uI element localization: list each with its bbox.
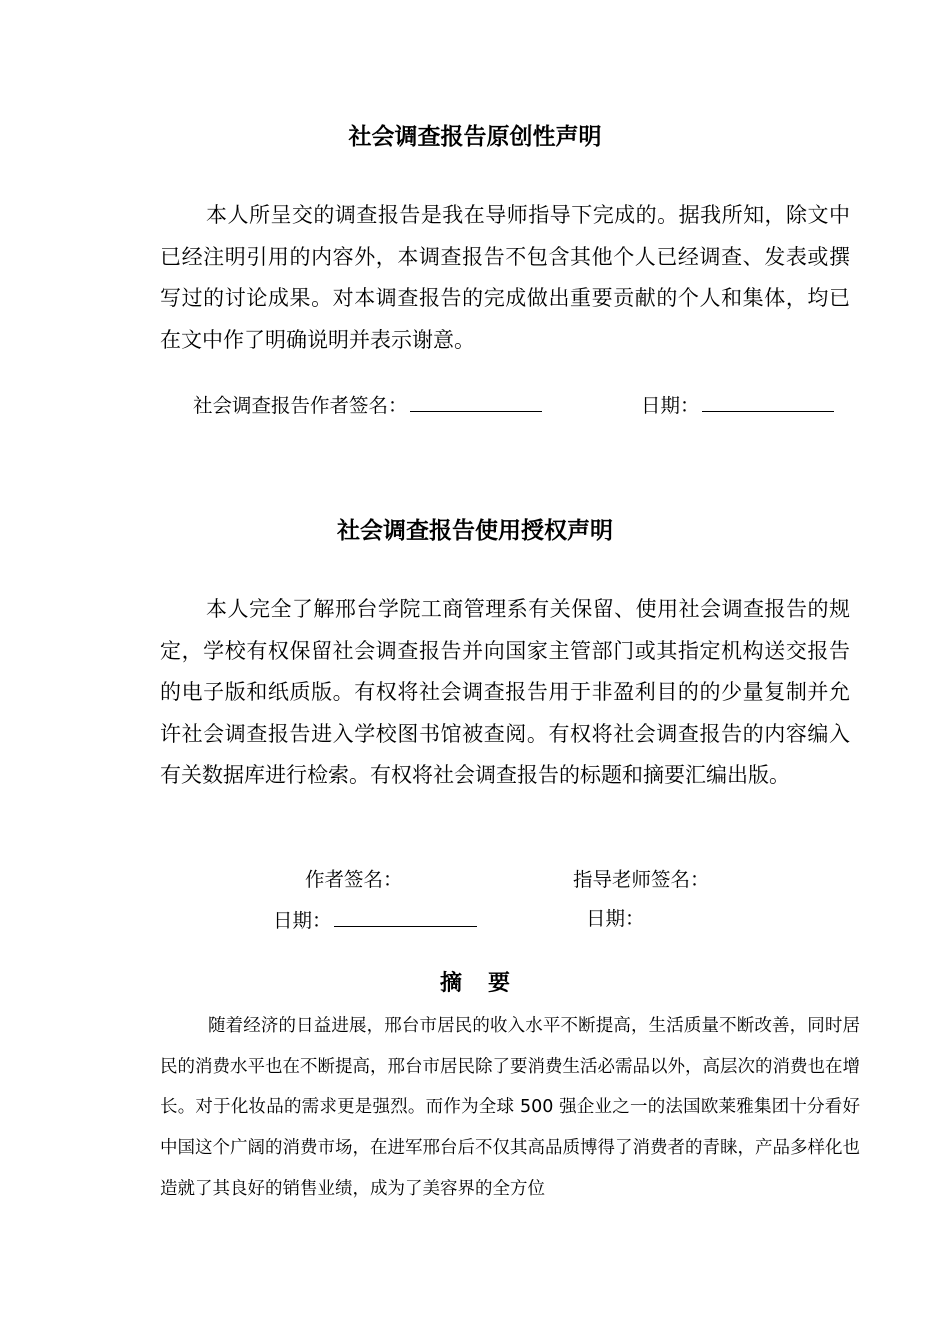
originality-date-row	[641, 390, 834, 420]
authorization-advisor-date-row	[586, 905, 645, 933]
abstract-title-part2: 要	[488, 971, 511, 996]
author-signature-blank[interactable]	[410, 390, 542, 412]
authorization-author-date-row	[273, 905, 477, 935]
authorization-author-date-blank[interactable]	[334, 905, 477, 927]
abstract-title-part1: 摘	[439, 971, 462, 996]
originality-statement-body: 本人所呈交的调查报告是我在导师指导下完成的。据我所知，除文中已经注明引用的内容外，本调查报告不包含其他个人已经调查、发表或撰写过的讨论成果。对本调查报告的完成做出重要贡献的个人和集体，均已在文中作了明确说明并表示谢意。	[160, 203, 850, 352]
originality-date-blank[interactable]	[702, 390, 834, 412]
advisor-signature-label: 指导老师签名：	[573, 868, 710, 891]
author-signature-label: 社会调查报告作者签名：	[193, 394, 408, 417]
abstract-body: 随着经济的日益进展，邢台市居民的收入水平不断提高，生活质量不断改善，同时居民的消费水平也在不断提高，邢台市居民除了要消费生活必需品以外，高层次的消费也在增长。对于化妆品的需求更是强烈。而作为全球 500 强企业之一的法国欧莱雅集团十分看好中国这个广阔的消费市场，在进军邢台后不仅其高品质博得了消费者的青睐，产品多样化也造就了其良好的销售业绩，成为了美容界的全方位	[160, 1016, 860, 1199]
advisor-signature-row	[573, 866, 710, 894]
authorization-statement-title: 社会调查报告使用授权声明	[337, 518, 613, 544]
authorization-advisor-date-label: 日期：	[586, 907, 645, 930]
authorization-statement-body: 本人完全了解邢台学院工商管理系有关保留、使用社会调查报告的规定，学校有权保留社会调查报告并向国家主管部门或其指定机构送交报告的电子版和纸质版。有权将社会调查报告用于非盈利目的的少量复制并允许社会调查报告进入学校图书馆被查阅。有权将社会调查报告的内容编入有关数据库进行检索。有权将社会调查报告的标题和摘要汇编出版。	[160, 597, 850, 787]
originality-signature-row	[193, 390, 542, 420]
abstract-title	[0, 970, 950, 998]
originality-date-label: 日期：	[641, 394, 700, 417]
author-signature-row	[305, 866, 403, 894]
authorization-author-signature-label: 作者签名：	[305, 868, 403, 891]
authorization-author-date-label: 日期：	[273, 909, 332, 932]
originality-statement-title: 社会调查报告原创性声明	[348, 124, 602, 150]
